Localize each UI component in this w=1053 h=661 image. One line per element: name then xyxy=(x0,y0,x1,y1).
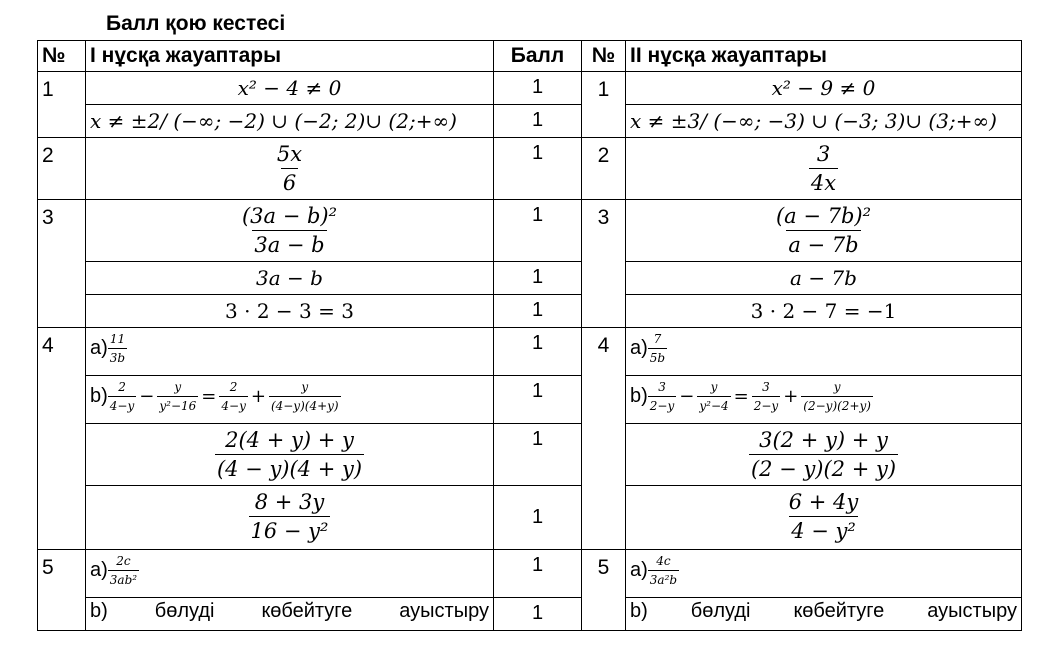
denominator: 4x xyxy=(809,168,838,195)
numerator: 2c xyxy=(116,554,131,568)
numerator: 7 xyxy=(653,332,662,346)
fraction xyxy=(787,490,861,543)
operator: = xyxy=(733,386,749,407)
word: бөлуді xyxy=(690,600,751,622)
fraction xyxy=(648,332,667,365)
numerator: 8 + 3y xyxy=(254,490,325,514)
fraction xyxy=(249,490,331,543)
denominator: 5b xyxy=(648,348,667,365)
answer-4b-v1 xyxy=(86,376,494,424)
numerator: (3a − b)² xyxy=(241,204,338,228)
answer-1b-v1: x ≠ ±2/ (−∞; −2) ∪ (−2; 2)∪ (2;+∞) xyxy=(86,105,494,138)
scoring-table xyxy=(37,40,1022,631)
numerator: 2 xyxy=(229,380,238,394)
denominator: 3a − b xyxy=(252,230,326,257)
answer-1a-v1: x² − 4 ≠ 0 xyxy=(86,72,494,105)
answer-1a-v2: x² − 9 ≠ 0 xyxy=(626,72,1022,105)
item-label: a) xyxy=(90,559,108,581)
answer-3b-v2: a − 7b xyxy=(626,262,1022,295)
denominator: (2 − y)(2 + y) xyxy=(749,454,898,481)
task-number-4-v2: 4 xyxy=(582,328,626,550)
answer-5b-v2 xyxy=(626,598,1022,631)
task-number-5: 5 xyxy=(38,550,86,631)
item-label: a) xyxy=(90,337,108,359)
header-variant-2: II нұсқа жауаптары xyxy=(626,41,1022,72)
item-label: b) xyxy=(90,385,108,407)
fraction xyxy=(648,554,679,587)
fraction xyxy=(215,428,364,481)
numerator: 2(4 + y) + y xyxy=(225,428,354,452)
answer-1b-v2: x ≠ ±3/ (−∞; −3) ∪ (−3; 3)∪ (3;+∞) xyxy=(626,105,1022,138)
item-label: b) xyxy=(630,600,648,622)
operator: = xyxy=(201,386,217,407)
points-2: 1 xyxy=(494,138,582,200)
item-label: a) xyxy=(630,559,648,581)
task-number-4: 4 xyxy=(38,328,86,550)
points-3b: 1 xyxy=(494,262,582,295)
numerator: y xyxy=(833,380,841,394)
points-4a: 1 xyxy=(494,328,582,376)
points-1b: 1 xyxy=(494,105,582,138)
denominator: (4 − y)(4 + y) xyxy=(215,454,364,481)
numerator: 2 xyxy=(118,380,126,394)
table-row xyxy=(38,72,1022,105)
answer-5a-v2 xyxy=(626,550,1022,598)
table-row xyxy=(38,328,1022,376)
answer-3b-v1: 3a − b xyxy=(86,262,494,295)
denominator: 4 − y² xyxy=(789,516,858,543)
answer-4a-v2 xyxy=(626,328,1022,376)
answer-5a-v1 xyxy=(86,550,494,598)
task-number-2: 2 xyxy=(38,138,86,200)
answer-text xyxy=(626,600,1021,623)
fraction xyxy=(219,380,247,413)
table-row xyxy=(38,424,1022,486)
numerator: y xyxy=(174,380,182,394)
answer-4c-v1 xyxy=(86,424,494,486)
operator: + xyxy=(250,386,266,407)
word: ауыстыру xyxy=(927,600,1017,622)
task-number-2-v2: 2 xyxy=(582,138,626,200)
table-row xyxy=(38,138,1022,200)
task-number-1: 1 xyxy=(38,72,86,138)
header-row xyxy=(38,41,1022,72)
task-number-1-v2: 1 xyxy=(582,72,626,138)
denominator: y²−16 xyxy=(157,396,198,413)
denominator: 2−y xyxy=(648,396,676,413)
numerator: y xyxy=(301,380,309,394)
header-num-2: № xyxy=(582,41,626,72)
points-4d: 1 xyxy=(494,486,582,550)
page-title: Балл қою кестесі xyxy=(106,12,286,35)
denominator: 3ab² xyxy=(108,570,139,587)
answer-4c-v2 xyxy=(626,424,1022,486)
item-label: a) xyxy=(630,337,648,359)
points-3c: 1 xyxy=(494,295,582,328)
fraction xyxy=(108,380,136,413)
denominator: (2−y)(2+y) xyxy=(801,396,873,413)
table-row xyxy=(38,200,1022,262)
table-row xyxy=(38,105,1022,138)
table-row xyxy=(38,486,1022,550)
numerator: 3(2 + y) + y xyxy=(759,428,888,452)
word: бөлуді xyxy=(154,600,215,622)
answer-3c-v1: 3 · 2 − 3 = 3 xyxy=(86,295,494,328)
task-number-5-v2: 5 xyxy=(582,550,626,631)
denominator: 2−y xyxy=(752,396,780,413)
fraction xyxy=(240,204,339,257)
answer-2-v2 xyxy=(626,138,1022,200)
task-number-3: 3 xyxy=(38,200,86,328)
numerator: y xyxy=(710,380,718,394)
fraction xyxy=(108,332,127,365)
table-row xyxy=(38,598,1022,631)
header-points: Балл xyxy=(494,41,582,72)
operator: − xyxy=(139,386,155,407)
denominator: 4−y xyxy=(219,396,247,413)
operator: − xyxy=(679,386,695,407)
table-row xyxy=(38,262,1022,295)
fraction xyxy=(749,428,898,481)
answer-3a-v1 xyxy=(86,200,494,262)
item-label: b) xyxy=(90,600,108,622)
denominator: y²−4 xyxy=(697,396,730,413)
task-number-3-v2: 3 xyxy=(582,200,626,328)
table-row xyxy=(38,376,1022,424)
fraction xyxy=(774,204,873,257)
word: көбейтуге xyxy=(793,600,885,622)
points-4b: 1 xyxy=(494,376,582,424)
header-variant-1: I нұсқа жауаптары xyxy=(86,41,494,72)
item-label: b) xyxy=(630,385,648,407)
points-4c: 1 xyxy=(494,424,582,486)
answer-4b-v2 xyxy=(626,376,1022,424)
answer-3a-v2 xyxy=(626,200,1022,262)
fraction xyxy=(801,380,873,413)
fraction xyxy=(275,142,304,195)
denominator: 16 − y² xyxy=(249,516,331,543)
denominator: a − 7b xyxy=(786,230,860,257)
points-5b: 1 xyxy=(494,598,582,631)
points-1a: 1 xyxy=(494,72,582,105)
answer-4d-v2 xyxy=(626,486,1022,550)
header-num-1: № xyxy=(38,41,86,72)
answer-4a-v1 xyxy=(86,328,494,376)
answer-2-v1 xyxy=(86,138,494,200)
fraction xyxy=(648,380,676,413)
numerator: 3 xyxy=(762,380,770,394)
points-3a: 1 xyxy=(494,200,582,262)
word: көбейтуге xyxy=(261,600,353,622)
fraction xyxy=(108,554,139,587)
word: ауыстыру xyxy=(399,600,489,622)
denominator: 3b xyxy=(108,348,127,365)
numerator: 5x xyxy=(276,142,303,166)
answer-3c-v2: 3 · 2 − 7 = −1 xyxy=(626,295,1022,328)
numerator: 4c xyxy=(656,554,671,568)
fraction xyxy=(157,380,198,413)
points-5a: 1 xyxy=(494,550,582,598)
answer-text xyxy=(86,600,493,623)
answer-5b-v1 xyxy=(86,598,494,631)
fraction xyxy=(809,142,838,195)
fraction xyxy=(269,380,341,413)
numerator: 11 xyxy=(109,332,126,346)
denominator: 4−y xyxy=(108,396,136,413)
table-row xyxy=(38,550,1022,598)
numerator: 3 xyxy=(816,142,831,166)
denominator: 3a²b xyxy=(648,570,679,587)
fraction xyxy=(752,380,780,413)
operator: + xyxy=(783,386,799,407)
denominator: (4−y)(4+y) xyxy=(269,396,341,413)
answer-4d-v1 xyxy=(86,486,494,550)
denominator: 6 xyxy=(281,168,298,195)
table-row xyxy=(38,295,1022,328)
numerator: (a − 7b)² xyxy=(775,204,872,228)
numerator: 6 + 4y xyxy=(788,490,859,514)
fraction xyxy=(697,380,730,413)
numerator: 3 xyxy=(658,380,666,394)
